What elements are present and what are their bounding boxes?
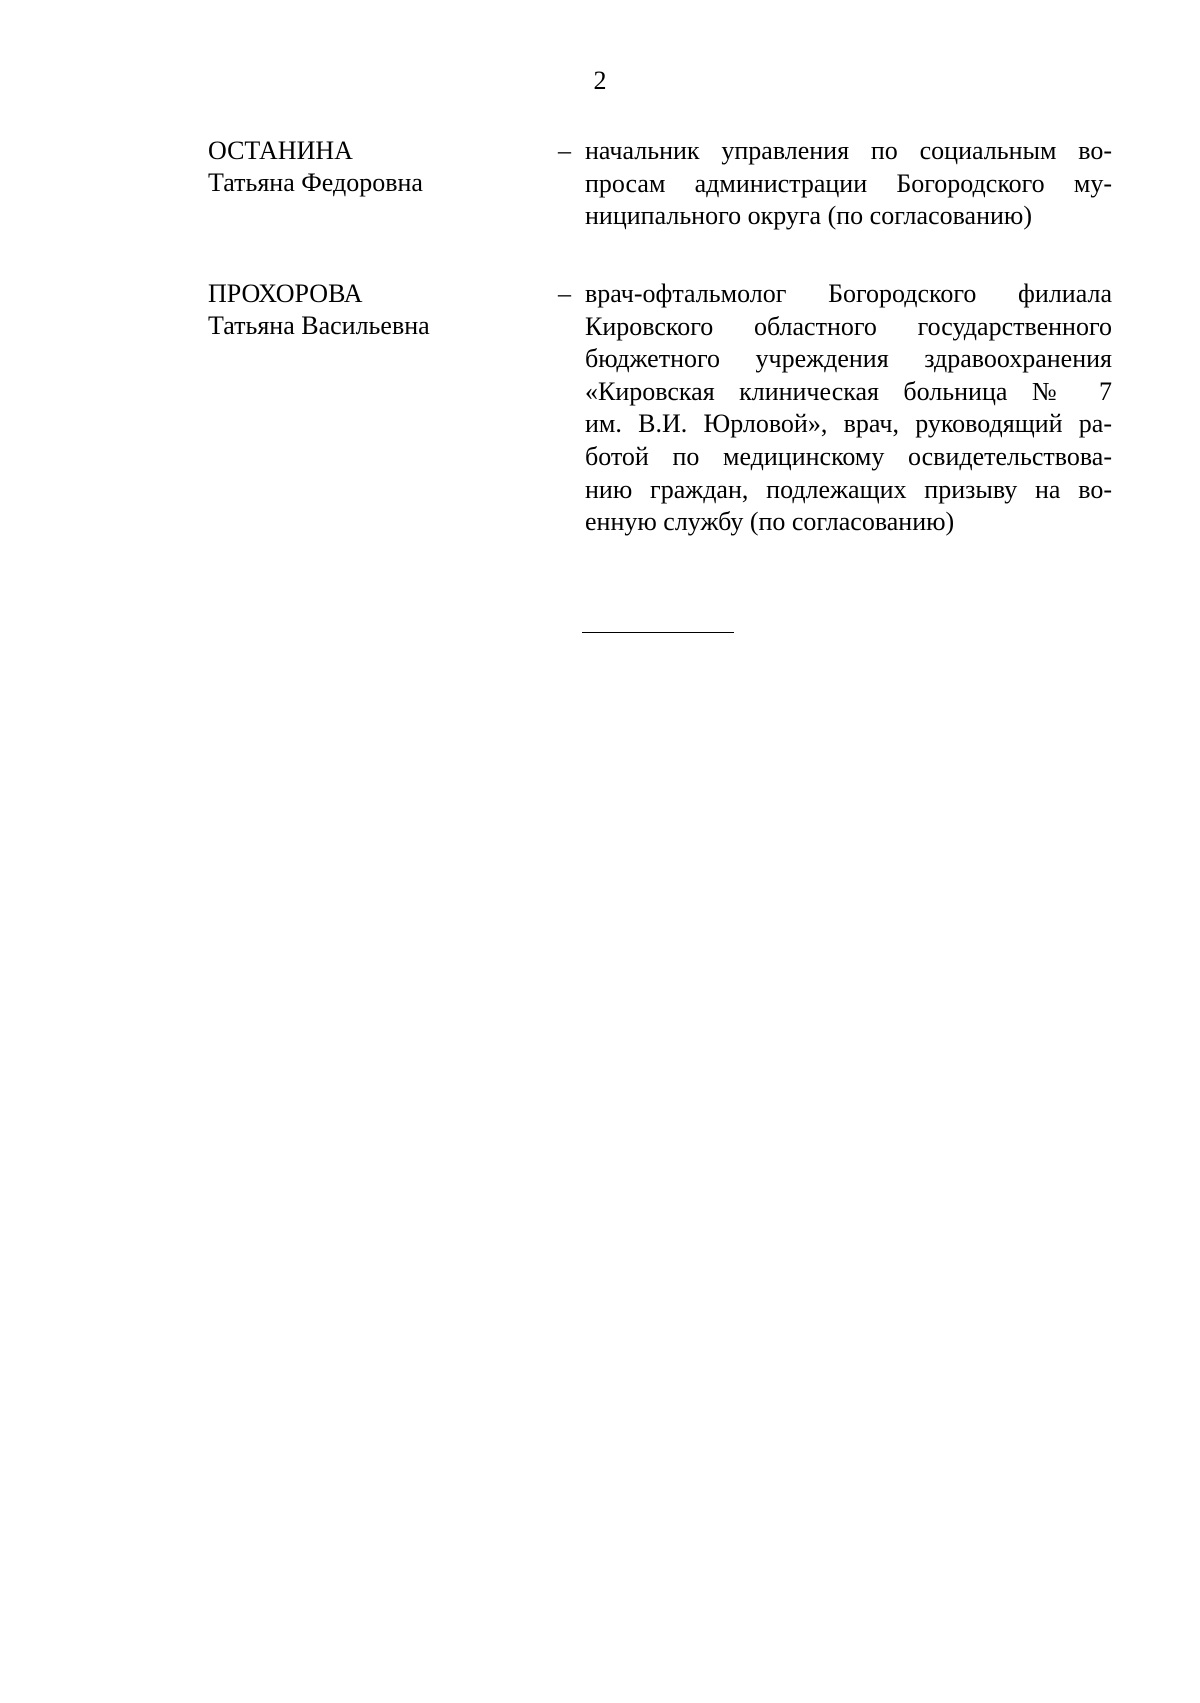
member-surname: ПРОХОРОВА (208, 279, 363, 308)
role-line: просам администрации Богородского му- (585, 168, 1112, 198)
member-given-names: Татьяна Васильевна (208, 311, 430, 340)
member-given-names: Татьяна Федоровна (208, 168, 423, 197)
end-of-list-rule (582, 632, 734, 633)
dash-separator: – (558, 279, 571, 308)
member-role (585, 135, 1112, 233)
role-line: им. В.И. Юрловой», врач, руководящий ра- (585, 409, 1112, 439)
member-surname: ОСТАНИНА (208, 136, 353, 165)
page-number: 2 (593, 66, 607, 95)
role-line: «Кировская клиническая больница № 7 (585, 376, 1112, 406)
role-line: ботой по медицинскому освидетельствова- (585, 441, 1112, 471)
role-line: енную службу (по согласованию) (585, 507, 955, 537)
role-line: бюджетного учреждения здравоохранения (585, 344, 1112, 374)
role-line: ниципального округа (по согласованию) (585, 201, 1032, 231)
member-role (585, 278, 1112, 539)
role-line: начальник управления по социальным во- (585, 136, 1112, 165)
role-line: нию граждан, подлежащих призыву на во- (585, 474, 1112, 504)
role-line: врач-офтальмолог Богородского филиала (585, 279, 1112, 308)
dash-separator: – (558, 136, 571, 165)
member-name (208, 278, 538, 342)
member-name (208, 135, 538, 199)
role-line: Кировского областного государственного (585, 311, 1112, 341)
